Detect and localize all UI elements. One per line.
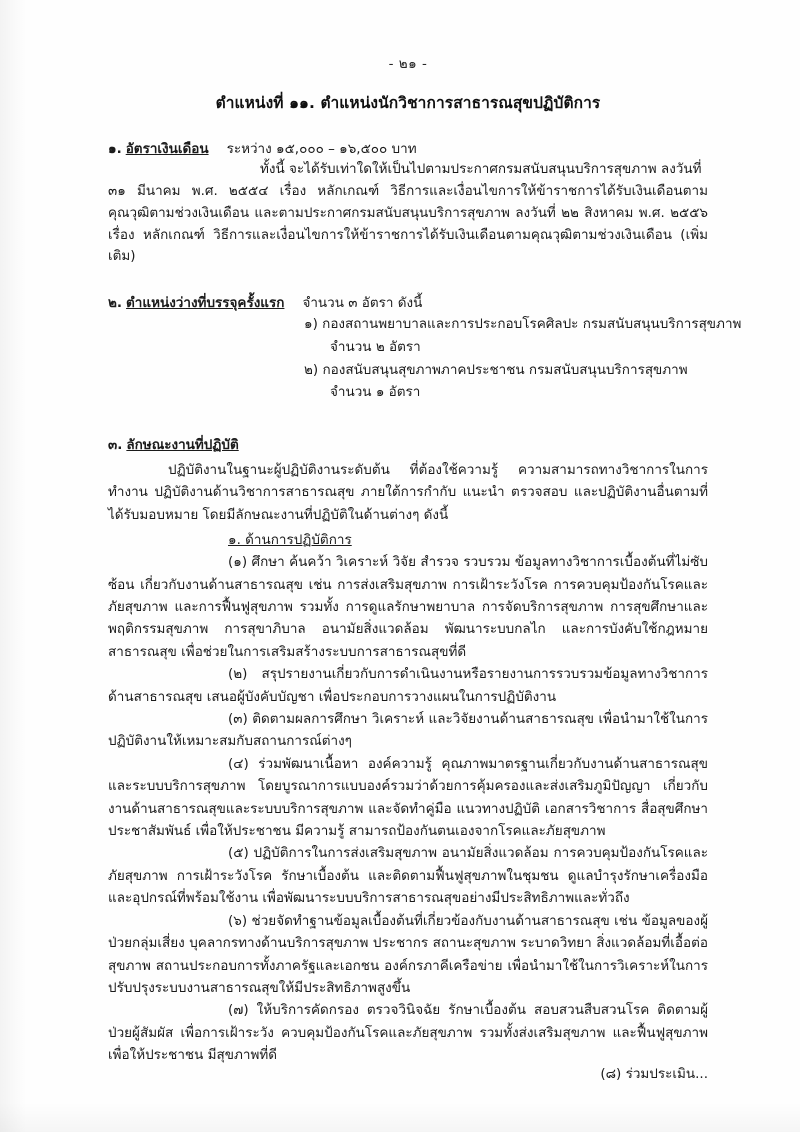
duties-intro-paragraph: ปฏิบัติงานในฐานะผู้ปฏิบัติงานระดับต้น ที่ต้องใช้ความรู้ ความสามารถทางวิชาการในการทำงาน ปฏิบัติงานด้านวิชาการสาธารณสุข ภายใต้การกำกับ แนะนำ ตรวจสอบ และปฏิบัติงานอื่นตามที่ได้รับมอบหมาย โดยมีลักษณะงานที่ปฏิบัติในด้านต่างๆ ดังนี้ <box>108 461 708 523</box>
section-duties <box>108 433 708 1067</box>
section-duties-heading: ลักษณะงานที่ปฏิบัติ <box>126 436 239 453</box>
section-salary-heading: อัตราเงินเดือน <box>125 141 209 157</box>
document-content <box>108 52 742 1081</box>
scan-edge-shadow-left <box>0 0 26 1132</box>
section-salary-number: ๑. <box>108 141 122 157</box>
duties-item: (๒) สรุปรายงานเกี่ยวกับการดำเนินงานหรือรายงานการรวบรวมข้อมูลทางวิชาการด้านสาธารณสุข เสนอผู้บังคับบัญชา เพื่อประกอบการวางแผนในการปฏิบัติงาน <box>108 666 708 705</box>
continuation-note: (๘) ร่วมประเมิน... <box>600 1066 708 1082</box>
vacancy-item-label: ๒) <box>304 361 319 378</box>
section-vacancies-header <box>108 291 708 313</box>
vacancy-item-org: กองสถานพยาบาลและการประกอบโรคศิลปะ กรมสนับสนุนบริการสุขภาพ <box>322 316 742 333</box>
section-salary <box>108 137 708 268</box>
section-salary-header <box>108 137 708 159</box>
section-vacancies <box>108 291 742 404</box>
scan-edge-shadow-bottom <box>0 1102 800 1132</box>
duties-item: (๕) ปฏิบัติการในการส่งเสริมสุขภาพ อนามัยสิ่งแวดล้อม การควบคุมป้องกันโรคและภัยสุขภาพ การเฝ้าระวังโรค รักษาเบื้องต้น และติดตามฟื้นฟูสุขภาพในชุมชน ดูแลบำรุงรักษาเครื่องมือและอุปกรณ์ที่พร้อมใช้งาน เพื่อพัฒนาระบบบริการสาธารณสุขอย่างมีประสิทธิภาพและทั่วถึง <box>108 845 708 907</box>
vacancy-item <box>304 359 708 382</box>
vacancy-item-label: ๑) <box>304 316 318 333</box>
vacancy-item <box>304 313 742 336</box>
section-duties-header <box>108 433 708 455</box>
section-salary-range: ระหว่าง ๑๕,๐๐๐ – ๑๖,๕๐๐ บาท <box>226 141 417 157</box>
duties-item: (๔) ร่วมพัฒนาเนื้อหา องค์ความรู้ คุณภาพมาตรฐานเกี่ยวกับงานด้านสาธารณสุข และระบบบริการสุขภาพ โดยบูรณาการแบบองค์รวมว่าด้วยการคุ้มครองและส่งเสริมภูมิปัญญา เกี่ยวกับงานด้านสาธารณสุขและระบบบริการสุขภาพ และจัดทำคู่มือ แนวทางปฏิบัติ เอกสารวิชาการ สื่อสุขศึกษา ประชาสัมพันธ์ เพื่อให้ประชาชน มีความรู้ สามารถป้องกันตนเองจากโรคและภัยสุขภาพ <box>108 755 708 840</box>
vacancy-item-count: จำนวน ๒ อัตรา <box>330 338 421 355</box>
page-number: - ๒๑ - <box>388 56 428 72</box>
duties-subsection-heading: ๑. ด้านการปฏิบัติการ <box>228 532 352 549</box>
section-salary-note-first-line: ทั้งนี้ จะได้รับเท่าใดให้เป็นไปตามประกาศกรมสนับสนุนบริการสุขภาพ ลงวันที่ <box>260 161 702 177</box>
section-gap-1 <box>108 282 708 291</box>
vacancy-item-org: กองสนับสนุนสุขภาพภาคประชาชน กรมสนับสนุนบริการสุขภาพ <box>322 361 688 378</box>
section-gap-2 <box>108 418 708 433</box>
section-vacancies-number: ๒. <box>108 295 123 312</box>
duties-item: (๓) ติดตามผลการศึกษา วิเคราะห์ และวิจัยงานด้านสาธารณสุข เพื่อนำมาใช้ในการปฏิบัติงานให้เหมาะสมกับสถานการณ์ต่างๆ <box>108 711 708 750</box>
section-vacancies-heading: ตำแหน่งว่างที่บรรจุครั้งแรก <box>126 295 285 312</box>
vacancy-item-count: จำนวน ๑ อัตรา <box>330 384 421 401</box>
duties-item: (๑) ศึกษา ค้นคว้า วิเคราะห์ วิจัย สำรวจ รวบรวม ข้อมูลทางวิชาการเบื้องต้นที่ไม่ซับซ้อน เกี่ยวกับงานด้านสาธารณสุข เช่น การส่งเสริมสุขภาพ การเฝ้าระวังโรค การควบคุมป้องกันโรคและภัยสุขภาพ และการฟื้นฟูสุขภาพ รวมทั้ง การดูแลรักษาพยาบาล การจัดบริการสุขภาพ การสุขศึกษาและพฤติกรรมสุขภาพ การสุขาภิบาล อนามัยสิ่งแวดล้อม พัฒนาระบบกลไก และการบังคับใช้กฎหมายสาธารณสุข เพื่อช่วยในการเสริมสร้างระบบการสาธารณสุขที่ดี <box>108 554 708 660</box>
section-duties-number: ๓. <box>108 436 123 453</box>
vacancy-list <box>304 313 742 404</box>
duties-item: (๖) ช่วยจัดทำฐานข้อมูลเบื้องต้นที่เกี่ยวข้องกับงานด้านสาธารณสุข เช่น ข้อมูลของผู้ป่วยกลุ่มเสี่ยง บุคลากรทางด้านบริการสุขภาพ ประชากร สถานะสุขภาพ ระบาดวิทยา สิ่งแวดล้อมที่เอื้อต่อสุขภาพ สถานประกอบการทั้งภาครัฐและเอกชน องค์กรภาคีเครือข่าย เพื่อนำมาใช้ในการวิเคราะห์ในการปรับปรุงระบบงานสาธารณสุขให้มีประสิทธิภาพสูงขึ้น <box>108 912 708 996</box>
duties-item: (๗) ให้บริการคัดกรอง ตรวจวินิจฉัย รักษาเบื้องต้น สอบสวนสืบสวนโรค ติดตามผู้ป่วยผู้สัมผัส เพื่อการเฝ้าระวัง ควบคุมป้องกันโรคและภัยสุขภาพ รวมทั้งส่งเสริมสุขภาพ และฟื้นฟูสุขภาพ เพื่อให้ประชาชน มีสุขภาพที่ดี <box>108 1002 708 1064</box>
section-salary-note-body: ๓๑ มีนาคม พ.ศ. ๒๕๕๔ เรื่อง หลักเกณฑ์ วิธีการและเงื่อนไขการให้ข้าราชการได้รับเงินเดือนตามคุณวุฒิตามช่วงเงินเดือน และตามประกาศกรมสนับสนุนบริการสุขภาพ ลงวันที่ ๒๒ สิงหาคม พ.ศ. ๒๕๕๖ เรื่อง หลักเกณฑ์ วิธีการและเงื่อนไขการให้ข้าราชการได้รับเงินเดือนตามคุณวุฒิตามช่วงเงินเดือน (เพิ่มเติม) <box>108 182 708 265</box>
page-title: ตำแหน่งที่ ๑๑. ตำแหน่งนักวิชาการสาธารณสุขปฏิบัติการ <box>215 94 601 112</box>
section-vacancies-summary: จำนวน ๓ อัตรา ดังนี้ <box>302 295 423 312</box>
